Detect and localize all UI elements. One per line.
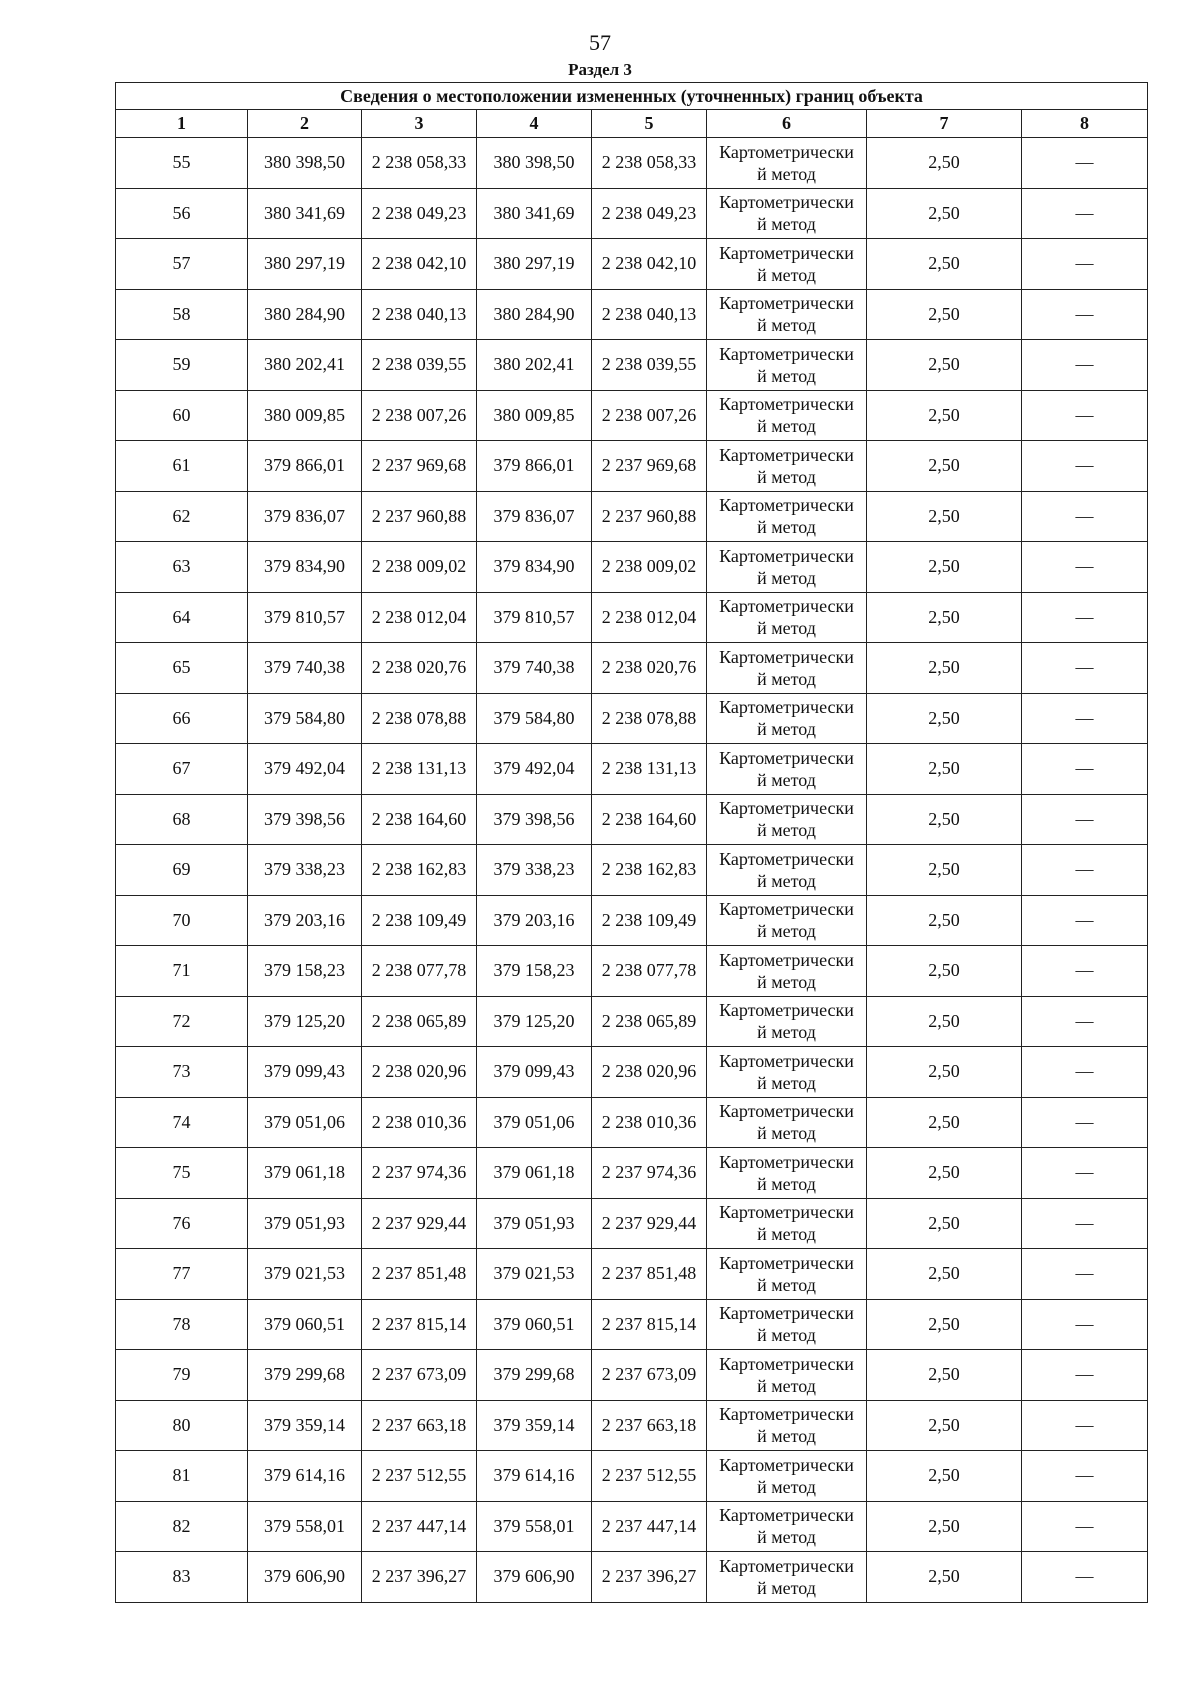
- y-new-cell: 2 237 851,48: [592, 1249, 707, 1300]
- y-existing-cell: 2 237 974,36: [362, 1148, 477, 1199]
- x-existing-cell: 379 061,18: [248, 1148, 362, 1199]
- method-cell: Картометрически й метод: [707, 491, 867, 542]
- point-number-cell: 65: [116, 643, 248, 694]
- precision-cell: 2,50: [867, 1097, 1022, 1148]
- description-cell: —: [1022, 441, 1148, 492]
- y-existing-cell: 2 238 164,60: [362, 794, 477, 845]
- table-row: [116, 340, 1148, 391]
- description-cell: —: [1022, 845, 1148, 896]
- x-new-cell: 380 202,41: [477, 340, 592, 391]
- description-cell: —: [1022, 1501, 1148, 1552]
- table-row: [116, 289, 1148, 340]
- y-existing-cell: 2 238 010,36: [362, 1097, 477, 1148]
- point-number-cell: 63: [116, 542, 248, 593]
- point-number-cell: 82: [116, 1501, 248, 1552]
- precision-cell: 2,50: [867, 996, 1022, 1047]
- method-cell: Картометрически й метод: [707, 1299, 867, 1350]
- x-new-cell: 379 060,51: [477, 1299, 592, 1350]
- precision-cell: 2,50: [867, 794, 1022, 845]
- point-number-cell: 64: [116, 592, 248, 643]
- table-row: [116, 1249, 1148, 1300]
- precision-cell: 2,50: [867, 693, 1022, 744]
- method-cell: Картометрически й метод: [707, 693, 867, 744]
- precision-cell: 2,50: [867, 491, 1022, 542]
- x-existing-cell: 379 558,01: [248, 1501, 362, 1552]
- section-title: Раздел 3: [568, 60, 632, 79]
- y-new-cell: 2 238 058,33: [592, 138, 707, 189]
- y-new-cell: 2 237 969,68: [592, 441, 707, 492]
- y-new-cell: 2 238 109,49: [592, 895, 707, 946]
- method-cell: Картометрически й метод: [707, 845, 867, 896]
- precision-cell: 2,50: [867, 289, 1022, 340]
- method-cell: Картометрически й метод: [707, 592, 867, 643]
- x-existing-cell: 379 836,07: [248, 491, 362, 542]
- y-new-cell: 2 237 960,88: [592, 491, 707, 542]
- method-cell: Картометрически й метод: [707, 1501, 867, 1552]
- y-existing-cell: 2 238 078,88: [362, 693, 477, 744]
- precision-cell: 2,50: [867, 390, 1022, 441]
- point-number-cell: 70: [116, 895, 248, 946]
- table-row: [116, 592, 1148, 643]
- y-new-cell: 2 238 007,26: [592, 390, 707, 441]
- x-existing-cell: 379 606,90: [248, 1552, 362, 1603]
- x-existing-cell: 379 492,04: [248, 744, 362, 795]
- method-cell: Картометрически й метод: [707, 895, 867, 946]
- description-cell: —: [1022, 1097, 1148, 1148]
- method-cell: Картометрически й метод: [707, 744, 867, 795]
- precision-cell: 2,50: [867, 1148, 1022, 1199]
- x-existing-cell: 379 866,01: [248, 441, 362, 492]
- description-cell: —: [1022, 744, 1148, 795]
- precision-cell: 2,50: [867, 643, 1022, 694]
- column-header: 5: [592, 110, 707, 138]
- y-existing-cell: 2 238 009,02: [362, 542, 477, 593]
- point-number-cell: 78: [116, 1299, 248, 1350]
- description-cell: —: [1022, 1400, 1148, 1451]
- table-row: [116, 1350, 1148, 1401]
- table-row: [116, 390, 1148, 441]
- x-new-cell: 379 810,57: [477, 592, 592, 643]
- point-number-cell: 76: [116, 1198, 248, 1249]
- table-row: [116, 1047, 1148, 1098]
- y-existing-cell: 2 238 020,96: [362, 1047, 477, 1098]
- point-number-cell: 61: [116, 441, 248, 492]
- point-number-cell: 62: [116, 491, 248, 542]
- y-new-cell: 2 238 065,89: [592, 996, 707, 1047]
- method-cell: Картометрически й метод: [707, 1350, 867, 1401]
- description-cell: —: [1022, 1451, 1148, 1502]
- method-cell: Картометрически й метод: [707, 1451, 867, 1502]
- y-existing-cell: 2 237 663,18: [362, 1400, 477, 1451]
- description-cell: —: [1022, 1198, 1148, 1249]
- y-new-cell: 2 238 039,55: [592, 340, 707, 391]
- table-row: [116, 441, 1148, 492]
- column-header: 1: [116, 110, 248, 138]
- table-row: [116, 895, 1148, 946]
- table-body: [116, 138, 1148, 1603]
- x-new-cell: 380 009,85: [477, 390, 592, 441]
- x-new-cell: 379 061,18: [477, 1148, 592, 1199]
- x-existing-cell: 380 398,50: [248, 138, 362, 189]
- x-existing-cell: 379 810,57: [248, 592, 362, 643]
- description-cell: —: [1022, 289, 1148, 340]
- method-cell: Картометрически й метод: [707, 340, 867, 391]
- precision-cell: 2,50: [867, 1047, 1022, 1098]
- x-new-cell: 380 284,90: [477, 289, 592, 340]
- precision-cell: 2,50: [867, 188, 1022, 239]
- x-existing-cell: 380 202,41: [248, 340, 362, 391]
- precision-cell: 2,50: [867, 441, 1022, 492]
- page-number: 57: [589, 30, 611, 55]
- method-cell: Картометрически й метод: [707, 996, 867, 1047]
- x-existing-cell: 379 299,68: [248, 1350, 362, 1401]
- precision-cell: 2,50: [867, 239, 1022, 290]
- precision-cell: 2,50: [867, 340, 1022, 391]
- point-number-cell: 73: [116, 1047, 248, 1098]
- table-row: [116, 744, 1148, 795]
- y-existing-cell: 2 238 039,55: [362, 340, 477, 391]
- description-cell: —: [1022, 643, 1148, 694]
- x-new-cell: 379 051,93: [477, 1198, 592, 1249]
- column-header: 8: [1022, 110, 1148, 138]
- method-cell: Картометрически й метод: [707, 1148, 867, 1199]
- precision-cell: 2,50: [867, 1400, 1022, 1451]
- y-existing-cell: 2 238 131,13: [362, 744, 477, 795]
- x-new-cell: 379 051,06: [477, 1097, 592, 1148]
- y-new-cell: 2 237 447,14: [592, 1501, 707, 1552]
- y-existing-cell: 2 238 040,13: [362, 289, 477, 340]
- point-number-cell: 69: [116, 845, 248, 896]
- precision-cell: 2,50: [867, 946, 1022, 997]
- method-cell: Картометрически й метод: [707, 188, 867, 239]
- precision-cell: 2,50: [867, 1198, 1022, 1249]
- description-cell: —: [1022, 895, 1148, 946]
- point-number-cell: 72: [116, 996, 248, 1047]
- description-cell: —: [1022, 390, 1148, 441]
- y-new-cell: 2 238 078,88: [592, 693, 707, 744]
- x-existing-cell: 379 584,80: [248, 693, 362, 744]
- point-number-cell: 71: [116, 946, 248, 997]
- table-row: [116, 1451, 1148, 1502]
- x-existing-cell: 379 614,16: [248, 1451, 362, 1502]
- method-cell: Картометрически й метод: [707, 1400, 867, 1451]
- y-existing-cell: 2 237 447,14: [362, 1501, 477, 1552]
- x-existing-cell: 379 203,16: [248, 895, 362, 946]
- y-new-cell: 2 237 512,55: [592, 1451, 707, 1502]
- x-new-cell: 379 021,53: [477, 1249, 592, 1300]
- precision-cell: 2,50: [867, 1249, 1022, 1300]
- column-header: 6: [707, 110, 867, 138]
- point-number-cell: 60: [116, 390, 248, 441]
- precision-cell: 2,50: [867, 1299, 1022, 1350]
- method-cell: Картометрически й метод: [707, 946, 867, 997]
- x-new-cell: 379 125,20: [477, 996, 592, 1047]
- boundary-coordinates-table: [115, 82, 1148, 1603]
- x-existing-cell: 379 051,93: [248, 1198, 362, 1249]
- point-number-cell: 77: [116, 1249, 248, 1300]
- point-number-cell: 80: [116, 1400, 248, 1451]
- y-existing-cell: 2 237 815,14: [362, 1299, 477, 1350]
- description-cell: —: [1022, 188, 1148, 239]
- y-existing-cell: 2 238 077,78: [362, 946, 477, 997]
- table-row: [116, 1148, 1148, 1199]
- x-new-cell: 379 099,43: [477, 1047, 592, 1098]
- point-number-cell: 57: [116, 239, 248, 290]
- precision-cell: 2,50: [867, 542, 1022, 593]
- y-new-cell: 2 238 042,10: [592, 239, 707, 290]
- precision-cell: 2,50: [867, 1350, 1022, 1401]
- y-new-cell: 2 237 396,27: [592, 1552, 707, 1603]
- method-cell: Картометрически й метод: [707, 390, 867, 441]
- y-existing-cell: 2 238 020,76: [362, 643, 477, 694]
- precision-cell: 2,50: [867, 895, 1022, 946]
- x-existing-cell: 379 834,90: [248, 542, 362, 593]
- method-cell: Картометрически й метод: [707, 1097, 867, 1148]
- point-number-cell: 83: [116, 1552, 248, 1603]
- x-existing-cell: 379 099,43: [248, 1047, 362, 1098]
- precision-cell: 2,50: [867, 1552, 1022, 1603]
- y-new-cell: 2 238 077,78: [592, 946, 707, 997]
- table-caption-row: [116, 83, 1148, 110]
- y-existing-cell: 2 237 851,48: [362, 1249, 477, 1300]
- y-new-cell: 2 238 009,02: [592, 542, 707, 593]
- x-existing-cell: 379 398,56: [248, 794, 362, 845]
- description-cell: —: [1022, 1249, 1148, 1300]
- x-existing-cell: 379 158,23: [248, 946, 362, 997]
- table-row: [116, 845, 1148, 896]
- y-new-cell: 2 238 162,83: [592, 845, 707, 896]
- table-row: [116, 1501, 1148, 1552]
- y-existing-cell: 2 238 058,33: [362, 138, 477, 189]
- y-existing-cell: 2 238 049,23: [362, 188, 477, 239]
- x-new-cell: 379 614,16: [477, 1451, 592, 1502]
- description-cell: —: [1022, 239, 1148, 290]
- x-new-cell: 379 299,68: [477, 1350, 592, 1401]
- column-header: 3: [362, 110, 477, 138]
- y-new-cell: 2 238 164,60: [592, 794, 707, 845]
- x-existing-cell: 379 338,23: [248, 845, 362, 896]
- point-number-cell: 59: [116, 340, 248, 391]
- y-existing-cell: 2 238 162,83: [362, 845, 477, 896]
- y-new-cell: 2 238 040,13: [592, 289, 707, 340]
- description-cell: —: [1022, 1350, 1148, 1401]
- y-existing-cell: 2 238 012,04: [362, 592, 477, 643]
- y-existing-cell: 2 238 109,49: [362, 895, 477, 946]
- table-row: [116, 188, 1148, 239]
- y-new-cell: 2 237 663,18: [592, 1400, 707, 1451]
- point-number-cell: 58: [116, 289, 248, 340]
- table-row: [116, 946, 1148, 997]
- x-new-cell: 379 338,23: [477, 845, 592, 896]
- table-caption: Сведения о местоположении измененных (уточненных) границ объекта: [116, 83, 1148, 110]
- x-existing-cell: 380 341,69: [248, 188, 362, 239]
- y-new-cell: 2 237 929,44: [592, 1198, 707, 1249]
- point-number-cell: 75: [116, 1148, 248, 1199]
- description-cell: —: [1022, 1148, 1148, 1199]
- x-new-cell: 379 740,38: [477, 643, 592, 694]
- x-new-cell: 379 834,90: [477, 542, 592, 593]
- description-cell: —: [1022, 542, 1148, 593]
- x-new-cell: 380 341,69: [477, 188, 592, 239]
- point-number-cell: 68: [116, 794, 248, 845]
- x-new-cell: 379 492,04: [477, 744, 592, 795]
- y-existing-cell: 2 237 396,27: [362, 1552, 477, 1603]
- description-cell: —: [1022, 946, 1148, 997]
- table-row: [116, 996, 1148, 1047]
- x-new-cell: 379 398,56: [477, 794, 592, 845]
- description-cell: —: [1022, 794, 1148, 845]
- y-existing-cell: 2 238 065,89: [362, 996, 477, 1047]
- y-new-cell: 2 237 815,14: [592, 1299, 707, 1350]
- x-new-cell: 379 584,80: [477, 693, 592, 744]
- y-existing-cell: 2 238 007,26: [362, 390, 477, 441]
- x-new-cell: 379 359,14: [477, 1400, 592, 1451]
- method-cell: Картометрически й метод: [707, 542, 867, 593]
- column-header: 4: [477, 110, 592, 138]
- description-cell: —: [1022, 138, 1148, 189]
- x-new-cell: 379 606,90: [477, 1552, 592, 1603]
- column-header: 7: [867, 110, 1022, 138]
- method-cell: Картометрически й метод: [707, 643, 867, 694]
- table-row: [116, 542, 1148, 593]
- method-cell: Картометрически й метод: [707, 239, 867, 290]
- y-new-cell: 2 238 012,04: [592, 592, 707, 643]
- precision-cell: 2,50: [867, 592, 1022, 643]
- table-row: [116, 1299, 1148, 1350]
- y-existing-cell: 2 237 512,55: [362, 1451, 477, 1502]
- x-new-cell: 379 203,16: [477, 895, 592, 946]
- description-cell: —: [1022, 1047, 1148, 1098]
- x-new-cell: 379 866,01: [477, 441, 592, 492]
- point-number-cell: 66: [116, 693, 248, 744]
- table-row: [116, 491, 1148, 542]
- x-new-cell: 380 398,50: [477, 138, 592, 189]
- description-cell: —: [1022, 1552, 1148, 1603]
- point-number-cell: 79: [116, 1350, 248, 1401]
- y-new-cell: 2 238 010,36: [592, 1097, 707, 1148]
- table-header-row: [116, 110, 1148, 138]
- description-cell: —: [1022, 491, 1148, 542]
- y-new-cell: 2 238 020,96: [592, 1047, 707, 1098]
- table-row: [116, 1097, 1148, 1148]
- description-cell: —: [1022, 693, 1148, 744]
- table-row: [116, 1552, 1148, 1603]
- table-row: [116, 794, 1148, 845]
- description-cell: —: [1022, 1299, 1148, 1350]
- y-existing-cell: 2 237 960,88: [362, 491, 477, 542]
- x-existing-cell: 379 740,38: [248, 643, 362, 694]
- x-existing-cell: 379 021,53: [248, 1249, 362, 1300]
- y-new-cell: 2 238 020,76: [592, 643, 707, 694]
- table-row: [116, 1198, 1148, 1249]
- x-new-cell: 379 158,23: [477, 946, 592, 997]
- x-new-cell: 380 297,19: [477, 239, 592, 290]
- y-existing-cell: 2 237 929,44: [362, 1198, 477, 1249]
- description-cell: —: [1022, 996, 1148, 1047]
- x-new-cell: 379 558,01: [477, 1501, 592, 1552]
- table-row: [116, 693, 1148, 744]
- x-existing-cell: 379 051,06: [248, 1097, 362, 1148]
- y-existing-cell: 2 237 673,09: [362, 1350, 477, 1401]
- point-number-cell: 55: [116, 138, 248, 189]
- precision-cell: 2,50: [867, 1501, 1022, 1552]
- point-number-cell: 67: [116, 744, 248, 795]
- point-number-cell: 81: [116, 1451, 248, 1502]
- description-cell: —: [1022, 592, 1148, 643]
- table-row: [116, 643, 1148, 694]
- precision-cell: 2,50: [867, 744, 1022, 795]
- y-new-cell: 2 238 049,23: [592, 188, 707, 239]
- y-existing-cell: 2 237 969,68: [362, 441, 477, 492]
- method-cell: Картометрически й метод: [707, 289, 867, 340]
- method-cell: Картометрически й метод: [707, 138, 867, 189]
- column-header: 2: [248, 110, 362, 138]
- method-cell: Картометрически й метод: [707, 1249, 867, 1300]
- y-new-cell: 2 238 131,13: [592, 744, 707, 795]
- x-existing-cell: 380 009,85: [248, 390, 362, 441]
- point-number-cell: 74: [116, 1097, 248, 1148]
- y-new-cell: 2 237 974,36: [592, 1148, 707, 1199]
- precision-cell: 2,50: [867, 138, 1022, 189]
- x-existing-cell: 379 359,14: [248, 1400, 362, 1451]
- description-cell: —: [1022, 340, 1148, 391]
- point-number-cell: 56: [116, 188, 248, 239]
- table-row: [116, 1400, 1148, 1451]
- y-existing-cell: 2 238 042,10: [362, 239, 477, 290]
- x-new-cell: 379 836,07: [477, 491, 592, 542]
- x-existing-cell: 380 297,19: [248, 239, 362, 290]
- precision-cell: 2,50: [867, 845, 1022, 896]
- method-cell: Картометрически й метод: [707, 1047, 867, 1098]
- method-cell: Картометрически й метод: [707, 441, 867, 492]
- x-existing-cell: 379 060,51: [248, 1299, 362, 1350]
- x-existing-cell: 380 284,90: [248, 289, 362, 340]
- precision-cell: 2,50: [867, 1451, 1022, 1502]
- y-new-cell: 2 237 673,09: [592, 1350, 707, 1401]
- x-existing-cell: 379 125,20: [248, 996, 362, 1047]
- method-cell: Картометрически й метод: [707, 1552, 867, 1603]
- table-row: [116, 239, 1148, 290]
- table-row: [116, 138, 1148, 189]
- method-cell: Картометрически й метод: [707, 794, 867, 845]
- method-cell: Картометрически й метод: [707, 1198, 867, 1249]
